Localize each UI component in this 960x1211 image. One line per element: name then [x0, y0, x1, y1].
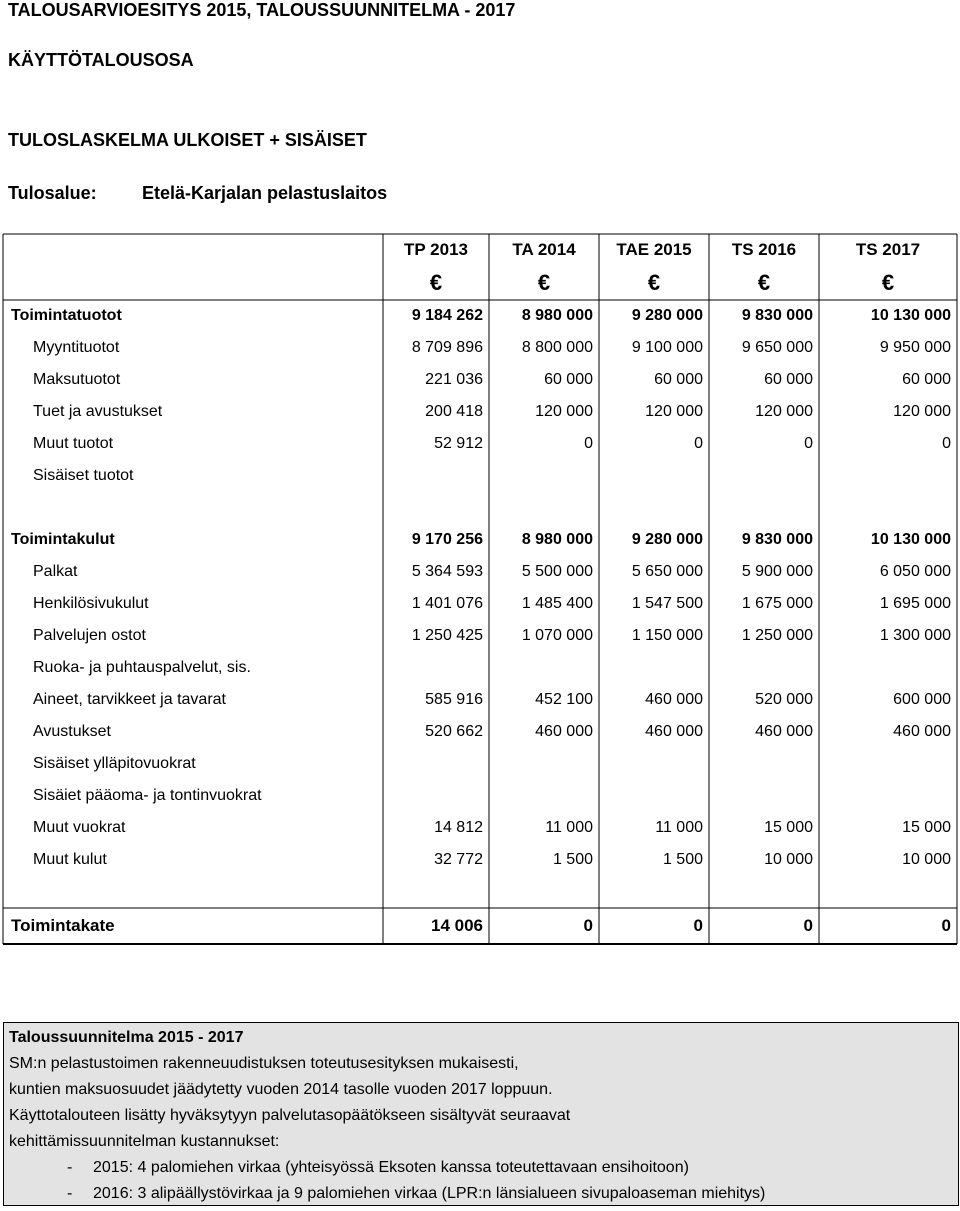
- table-row: [3, 748, 957, 780]
- cell-value: 8 980 000: [521, 307, 593, 324]
- row-label: Palvelujen ostot: [33, 627, 146, 644]
- table-row: [3, 652, 957, 684]
- cell-value: 0: [584, 435, 593, 452]
- cell-value: 15 000: [902, 819, 951, 836]
- column-header: TS 2017: [855, 240, 921, 259]
- cell-value: 11 000: [545, 819, 593, 836]
- cell-value: 0: [803, 916, 813, 935]
- row-label: Palkat: [33, 563, 78, 580]
- column-header: TAE 2015: [616, 240, 692, 259]
- cell-value: 15 000: [764, 819, 813, 836]
- cell-value: 9 184 262: [411, 307, 483, 324]
- cell-value: 1 547 500: [631, 595, 703, 612]
- blank-row: [3, 492, 957, 524]
- cell-value: 1 500: [552, 851, 593, 868]
- total-row: [3, 908, 957, 944]
- table-row: [3, 556, 957, 588]
- cell-value: 1 070 000: [521, 627, 593, 644]
- row-label: Myyntituotot: [33, 339, 120, 356]
- row-label: Muut kulut: [33, 851, 107, 868]
- row-label: Avustukset: [33, 723, 111, 740]
- row-label: Toimintatuotot: [11, 307, 122, 324]
- cell-value: 120 000: [893, 403, 951, 420]
- table-row: [3, 812, 957, 844]
- cell-value: 460 000: [535, 723, 593, 740]
- table-row: [3, 716, 957, 748]
- cell-value: 14 812: [434, 819, 483, 836]
- report-title: TALOUSARVIOESITYS 2015, TALOUSSUUNNITELMA - 2017: [8, 0, 516, 20]
- currency-symbol: €: [647, 270, 661, 295]
- cell-value: 1 401 076: [411, 595, 483, 612]
- cell-value: 452 100: [535, 691, 593, 708]
- plan-note-box: [3, 1022, 959, 1206]
- cell-value: 460 000: [645, 691, 703, 708]
- table-row: [3, 780, 957, 812]
- cell-value: 1 150 000: [631, 627, 703, 644]
- cell-value: 9 170 256: [411, 531, 483, 548]
- row-label: Sisäiset tuotot: [33, 467, 134, 484]
- cell-value: 1 250 000: [741, 627, 813, 644]
- table-header-row: [3, 234, 957, 266]
- table-row: [3, 300, 957, 332]
- cell-value: 8 709 896: [411, 339, 483, 356]
- cell-value: 5 500 000: [521, 563, 593, 580]
- table-row: [3, 588, 957, 620]
- cell-value: 60 000: [764, 371, 813, 388]
- cell-value: 52 912: [434, 435, 483, 452]
- table-row: [3, 460, 957, 492]
- cell-value: 0: [694, 435, 703, 452]
- currency-symbol: €: [881, 270, 895, 295]
- cell-value: 0: [583, 916, 593, 935]
- currency-symbol: €: [429, 270, 443, 295]
- cell-value: 600 000: [893, 691, 951, 708]
- note-line: kehittämissuunnitelman kustannukset:: [9, 1133, 280, 1150]
- section-title: KÄYTTÖTALOUSOSA: [8, 50, 194, 70]
- cell-value: 10 130 000: [870, 307, 951, 324]
- cell-value: 0: [804, 435, 813, 452]
- blank-row: [3, 876, 957, 908]
- row-label: Henkilösivukulut: [33, 595, 149, 612]
- row-label: Tuet ja avustukset: [33, 403, 163, 420]
- cell-value: 32 772: [434, 851, 483, 868]
- cell-value: 1 500: [662, 851, 703, 868]
- cell-value: 1 695 000: [879, 595, 951, 612]
- column-header: TP 2013: [404, 240, 468, 259]
- note-bullet: [9, 1181, 953, 1207]
- row-label: Muut tuotot: [33, 435, 114, 452]
- cell-value: 221 036: [425, 371, 483, 388]
- table-row: [3, 428, 957, 460]
- column-header: TS 2016: [731, 240, 797, 259]
- row-label: Ruoka- ja puhtauspalvelut, sis.: [33, 659, 251, 676]
- cell-value: 520 662: [425, 723, 483, 740]
- statement-title: TULOSLASKELMA ULKOISET + SISÄISET: [8, 130, 367, 150]
- cell-value: 0: [942, 435, 951, 452]
- unit-label: Tulosalue:: [8, 183, 97, 203]
- cell-value: 60 000: [544, 371, 593, 388]
- row-label: Toimintakate: [11, 916, 115, 935]
- cell-value: 585 916: [425, 691, 483, 708]
- cell-value: 11 000: [655, 819, 703, 836]
- currency-symbol: €: [537, 270, 551, 295]
- cell-value: 200 418: [425, 403, 483, 420]
- cell-value: 460 000: [893, 723, 951, 740]
- cell-value: 120 000: [535, 403, 593, 420]
- row-label: Sisäiet pääoma- ja tontinvuokrat: [33, 787, 262, 804]
- row-label: Muut vuokrat: [33, 819, 126, 836]
- currency-label-cell: [3, 266, 383, 300]
- table-row: [3, 684, 957, 716]
- cell-value: 5 364 593: [411, 563, 483, 580]
- unit-value: Etelä-Karjalan pelastuslaitos: [142, 183, 388, 203]
- cell-value: 1 250 425: [411, 627, 483, 644]
- row-label: Sisäiset ylläpitovuokrat: [33, 755, 196, 772]
- note-bullet: [9, 1155, 953, 1181]
- cell-value: 120 000: [645, 403, 703, 420]
- bullet-text: 2016: 3 alipäällystövirkaa ja 9 palomiehen virkaa (LPR:n länsialueen sivupaloaseman miehitys): [93, 1185, 766, 1202]
- cell-value: 1 485 400: [521, 595, 593, 612]
- table-row: [3, 844, 957, 876]
- cell-value: 1 675 000: [741, 595, 813, 612]
- row-label: Toimintakulut: [11, 531, 115, 548]
- cell-value: 0: [941, 916, 951, 935]
- cell-value: 60 000: [654, 371, 703, 388]
- note-title: Taloussuunnitelma 2015 - 2017: [9, 1029, 244, 1046]
- header-label-cell: [3, 234, 383, 266]
- cell-value: 60 000: [902, 371, 951, 388]
- cell-value: 9 100 000: [631, 339, 703, 356]
- cell-value: 8 980 000: [521, 531, 593, 548]
- note-line: SM:n pelastustoimen rakenneuudistuksen toteutusesityksen mukaisesti,: [9, 1055, 519, 1072]
- cell-value: 10 000: [764, 851, 813, 868]
- note-line: Käyttotalouteen lisätty hyväksytyyn palvelutasopäätökseen sisältyvät seuraavat: [9, 1107, 571, 1124]
- cell-value: 1 300 000: [879, 627, 951, 644]
- cell-value: 9 650 000: [741, 339, 813, 356]
- currency-row: [3, 266, 957, 300]
- cell-value: 8 800 000: [521, 339, 593, 356]
- cell-value: 9 830 000: [741, 307, 813, 324]
- cell-value: 520 000: [755, 691, 813, 708]
- column-header: TA 2014: [512, 240, 576, 259]
- cell-value: 460 000: [755, 723, 813, 740]
- cell-value: 10 000: [902, 851, 951, 868]
- row-label: Maksutuotot: [33, 371, 121, 388]
- table-row: [3, 524, 957, 556]
- cell-value: 460 000: [645, 723, 703, 740]
- table-row: [3, 396, 957, 428]
- currency-symbol: €: [757, 270, 771, 295]
- cell-value: 5 650 000: [631, 563, 703, 580]
- cell-value: 9 280 000: [631, 531, 703, 548]
- cell-value: 6 050 000: [879, 563, 951, 580]
- cell-value: 9 950 000: [879, 339, 951, 356]
- cell-value: 9 830 000: [741, 531, 813, 548]
- cell-value: 14 006: [431, 916, 483, 935]
- cell-value: 10 130 000: [870, 531, 951, 548]
- cell-value: 0: [693, 916, 703, 935]
- income-statement-table: [3, 234, 957, 944]
- cell-value: 120 000: [755, 403, 813, 420]
- table-row: [3, 364, 957, 396]
- bullet-text: 2015: 4 palomiehen virkaa (yhteisyössä Eksoten kanssa toteutettavaan ensihoitoon): [93, 1159, 689, 1176]
- bullet-marker: -: [67, 1185, 73, 1202]
- table-row: [3, 620, 957, 652]
- cell-value: 5 900 000: [741, 563, 813, 580]
- note-line: kuntien maksuosuudet jäädytetty vuoden 2014 tasolle vuoden 2017 loppuun.: [9, 1081, 553, 1098]
- bullet-marker: -: [67, 1159, 73, 1176]
- row-label: Aineet, tarvikkeet ja tavarat: [33, 691, 226, 708]
- cell-value: 9 280 000: [631, 307, 703, 324]
- table-row: [3, 332, 957, 364]
